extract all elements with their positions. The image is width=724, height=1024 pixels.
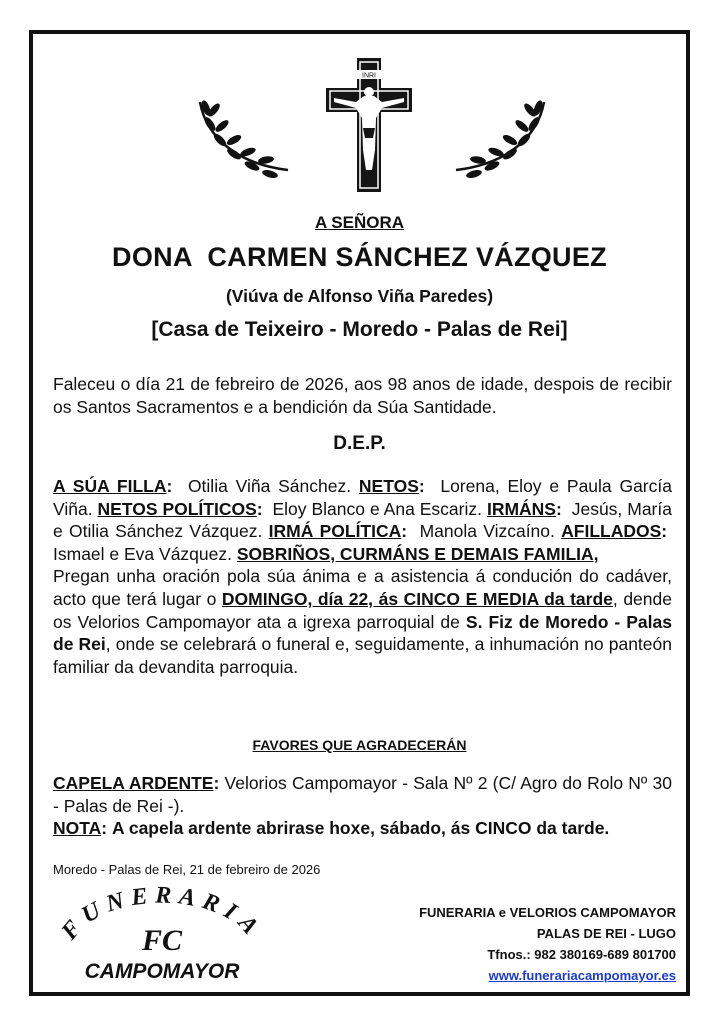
ceremony-intro: Pregan unha oración pola súa ánima e a asistencia á condución do cadáver, acto que terá lugar o bbox=[53, 566, 672, 609]
family-paragraph: A SÚA FILLA: Otilia Viña Sánchez. NETOS: Lorena, Eloy e Paula García Viña. NETOS POLÍTICOS: Eloy Blanco e Ana Escariz. IRMÁNS: Jesús, María e Otilia Sánchez Vázquez. IRMÁ POLÍTICA: Manola Vizcaíno. AFILLADOS: Ismael e Eva Vázquez. SOBRIÑOS, CURMÁNS E DEMAIS FAMILIA, Pregan unha oración pola súa ánima e a asistencia á condución do cadáver, acto que terá lugar o DOMINGO, día 22, ás CINCO E MEDIA da tarde, dende os Velorios Campomayor ata a igrexa parroquial de S. Fiz de Moredo - Palas de Rei, onde se celebrará o funeral e, seguidamente, a inhumación no panteón familiar da devandita parroquia. bbox=[53, 476, 672, 677]
note-label: NOTA bbox=[53, 818, 102, 839]
thanks-text: FAVORES QUE AGRADECERÁN bbox=[252, 737, 467, 753]
chapel-paragraph: CAPELA ARDENTE: Velorios Campomayor - Sala Nº 2 (C/ Agro do Rolo Nº 30 - Palas de Rei -). NOTA: A capela ardente abrirase hoxe, sábado, ás CINCO da tarde. bbox=[53, 773, 672, 839]
house-location: [Casa de Teixeiro - Moredo - Palas de Rei] bbox=[151, 318, 568, 341]
widow-note: (Viúva de Alfonso Viña Paredes) bbox=[225, 286, 494, 306]
chapel-text: Velorios Campomayor - Sala Nº 2 (C/ Agro do Rolo Nº 30 - Palas de Rei -). bbox=[53, 773, 672, 816]
other-family-label: SOBRIÑOS, CURMÁNS E DEMAIS FAMILIA, bbox=[236, 543, 599, 564]
in-law-grandchildren-label: NETOS POLÍTICOS bbox=[97, 498, 257, 519]
deceased-name: DONA CARMEN SÁNCHEZ VÁZQUEZ bbox=[112, 242, 607, 272]
crucifix-icon bbox=[326, 58, 412, 192]
logo-top-text: FUNERARIA bbox=[56, 884, 268, 945]
in-law-grandchildren-names: Eloy Blanco e Ana Escariz. bbox=[272, 498, 482, 519]
announcement-text: Faleceu o día 21 de febreiro de 2026, aos 98 anos de idade, despois de recibir os Santos Sacramentos e a bendición da Súa Santidade. bbox=[53, 374, 672, 417]
sister-in-law-name: Manola Vizcaíno. bbox=[419, 521, 555, 542]
contact-place: PALAS DE REI - LUGO bbox=[536, 926, 676, 941]
cross-label: INRI bbox=[362, 72, 376, 80]
note-text: A capela ardente abrirase hoxe, sábado, ás CINCO da tarde. bbox=[111, 818, 610, 839]
siblings-names: Jesús, María e Otilia Sánchez Vázquez. bbox=[53, 498, 672, 542]
godchildren-label: AFILLADOS bbox=[561, 521, 662, 542]
title-a-senora: A SEÑORA bbox=[314, 213, 405, 232]
daughter-label: A SÚA FILLA bbox=[53, 476, 167, 496]
chapel-label: CAPELA ARDENTE bbox=[53, 773, 214, 793]
logo-monogram: FC bbox=[141, 924, 183, 957]
dateline: Moredo - Palas de Rei, 21 de febreiro de 2026 bbox=[53, 862, 321, 877]
ceremony-datetime: DOMINGO, día 22, ás CINCO E MEDIA da tarde bbox=[221, 588, 613, 609]
contact-company: FUNERARIA e VELORIOS CAMPOMAYOR bbox=[419, 905, 676, 920]
contact-phones: Tfnos.: 982 380169-689 801700 bbox=[487, 947, 676, 962]
ceremony-end: , onde se celebrará o funeral e, seguidamente, a inhumación no panteón familiar da devandita parroquia. bbox=[53, 634, 672, 677]
godchildren-names: Ismael e Eva Vázquez. bbox=[53, 543, 232, 564]
sister-in-law-label: IRMÁ POLÍTICA bbox=[268, 521, 402, 542]
logo-bottom-text: CAMPOMAYOR bbox=[84, 960, 240, 983]
ceremony-middle: , dende os Velorios Campomayor ata a igrexa parroquial de bbox=[53, 588, 672, 632]
grandchildren-label: NETOS bbox=[358, 476, 419, 496]
laurel-right-icon bbox=[452, 96, 548, 182]
dep-text: D.E.P. bbox=[333, 433, 386, 454]
siblings-label: IRMÁNS bbox=[486, 498, 556, 519]
daughter-names: Otilia Viña Sánchez. bbox=[187, 476, 352, 496]
laurel-left-icon bbox=[196, 96, 292, 182]
grandchildren-names: Lorena, Eloy e Paula García Viña. bbox=[53, 476, 672, 519]
website-link[interactable]: www.funerariacampomayor.es bbox=[488, 968, 676, 983]
funeraria-logo bbox=[52, 884, 272, 984]
ceremony-church: S. Fiz de Moredo - Palas de Rei bbox=[53, 611, 672, 655]
